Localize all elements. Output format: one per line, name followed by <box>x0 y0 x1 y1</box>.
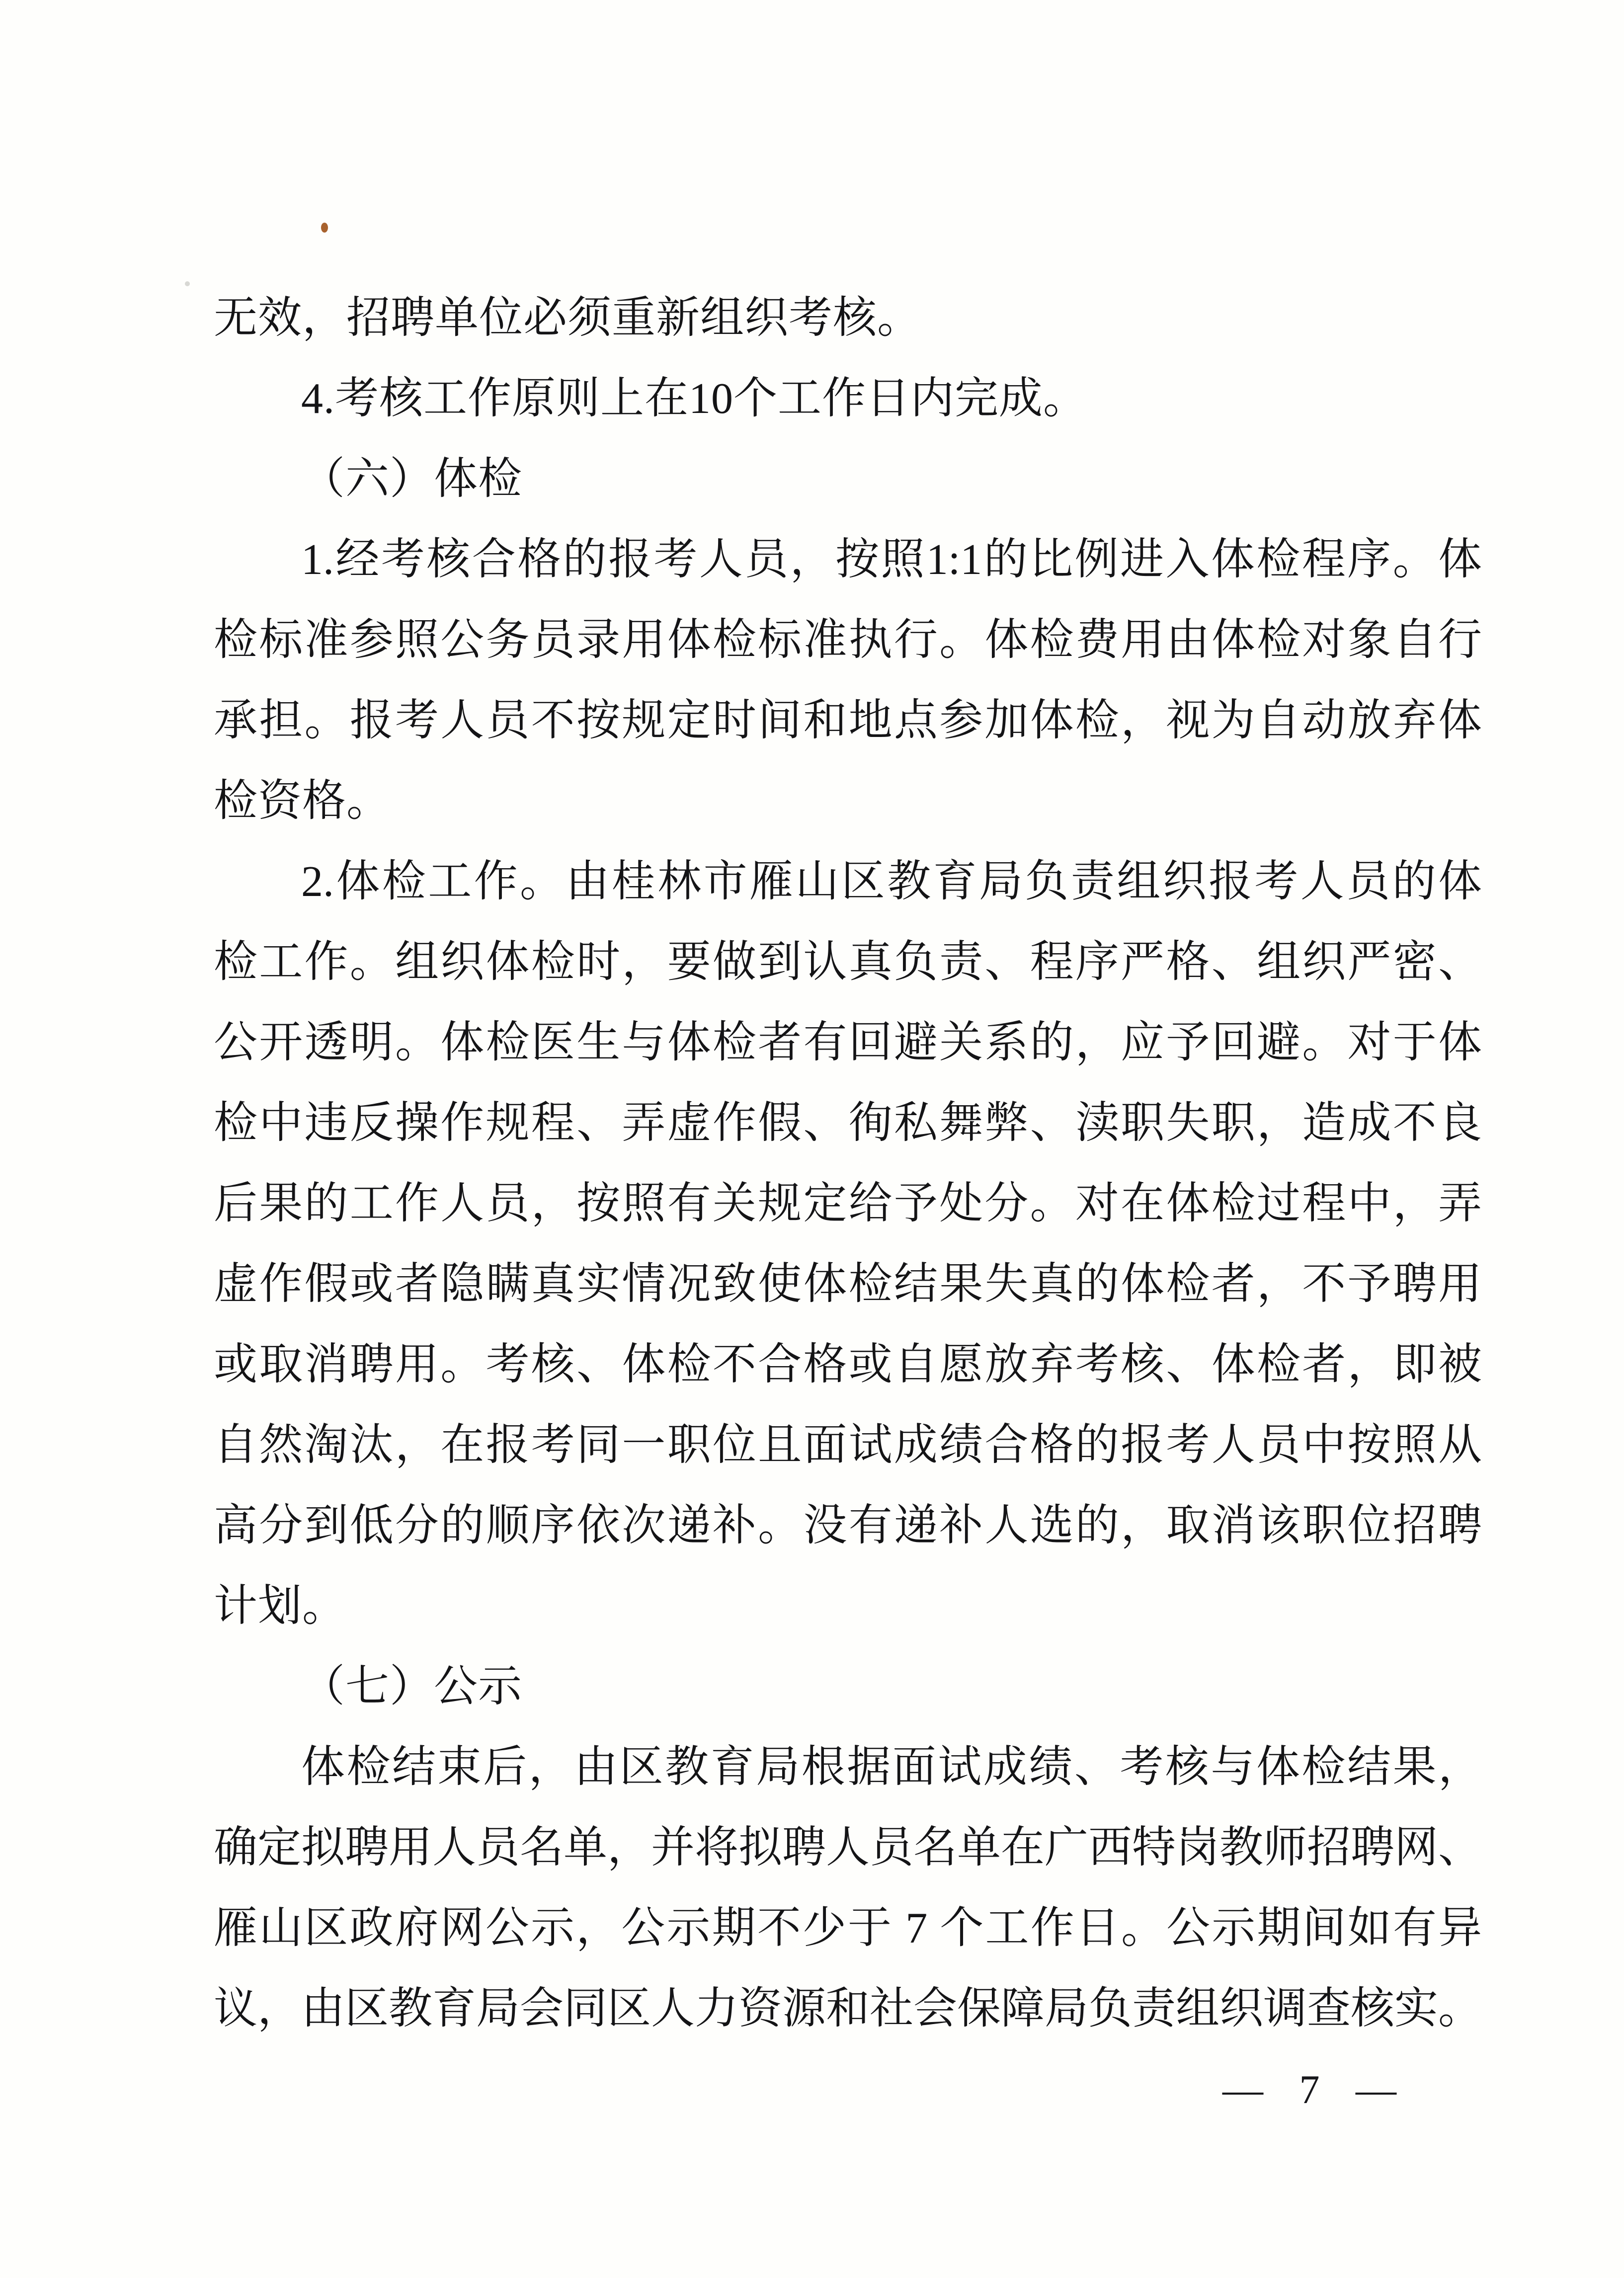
text-line: 高分到低分的顺序依次递补。没有递补人选的，取消该职位招聘 <box>214 1502 1482 1550</box>
text-line: 确定拟聘用人员名单，并将拟聘人员名单在广西特岗教师招聘网、 <box>214 1824 1482 1872</box>
page-number: — 7 — <box>1222 2067 1409 2112</box>
text-line: 或取消聘用。考核、体检不合格或自愿放弃考核、体检者，即被 <box>214 1341 1482 1389</box>
text-line: 虚作假或者隐瞒真实情况致使体检结果失真的体检者，不予聘用 <box>214 1260 1482 1308</box>
text-line: 计划。 <box>214 1582 347 1630</box>
text-line: 体检结束后，由区教育局根据面试成绩、考核与体检结果， <box>301 1743 1482 1791</box>
scan-speck <box>185 281 190 286</box>
text-line: 公开透明。体检医生与体检者有回避关系的，应予回避。对于体 <box>214 1019 1482 1067</box>
text-line: 2.体检工作。由桂林市雁山区教育局负责组织报考人员的体 <box>301 858 1482 906</box>
text-line: 雁山区政府网公示，公示期不少于 7 个工作日。公示期间如有异 <box>214 1904 1482 1953</box>
text-line: 检工作。组织体检时，要做到认真负责、程序严格、组织严密、 <box>214 938 1482 986</box>
text-line: 检标准参照公务员录用体检标准执行。体检费用由体检对象自行 <box>214 616 1482 664</box>
text-line: 1.经考核合格的报考人员，按照1:1的比例进入体检程序。体 <box>301 536 1482 584</box>
section-heading: （七）公示 <box>301 1663 523 1711</box>
text-line: 承担。报考人员不按规定时间和地点参加体检，视为自动放弃体 <box>214 697 1482 745</box>
text-line: 议，由区教育局会同区人力资源和社会保障局负责组织调查核实。 <box>214 1985 1482 2033</box>
text-line: 检中违反操作规程、弄虚作假、徇私舞弊、渎职失职，造成不良 <box>214 1099 1482 1147</box>
text-line: 后果的工作人员，按照有关规定给予处分。对在体检过程中，弄 <box>214 1180 1482 1228</box>
text-line: 4.考核工作原则上在10个工作日内完成。 <box>301 375 1088 423</box>
scan-speck <box>321 223 328 233</box>
text-line: 无效，招聘单位必须重新组织考核。 <box>214 294 922 342</box>
text-line: 检资格。 <box>214 777 391 825</box>
section-heading: （六）体检 <box>301 455 523 503</box>
text-line: 自然淘汰，在报考同一职位且面试成绩合格的报考人员中按照从 <box>214 1421 1482 1469</box>
document-body <box>214 278 1482 2049</box>
